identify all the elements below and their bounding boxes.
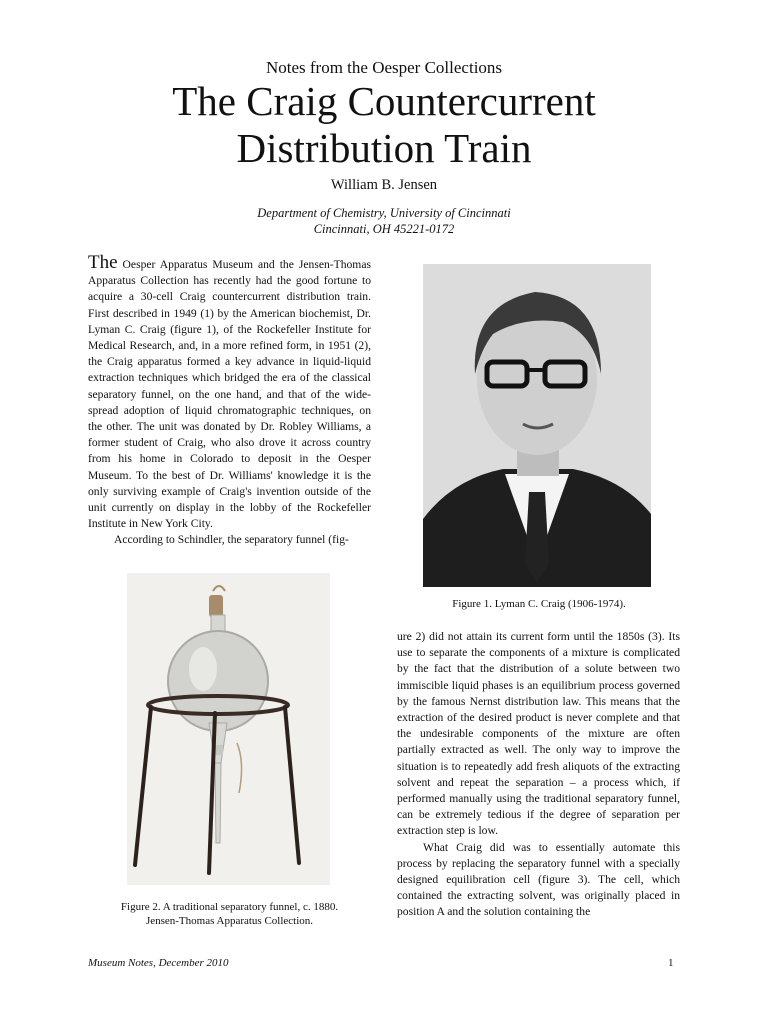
- article-title: [0, 78, 768, 172]
- title-line-2: Distribution Train: [236, 125, 532, 171]
- figure-1-caption: Figure 1. Lyman C. Craig (1906-1974).: [452, 598, 626, 610]
- lead-word: The: [88, 252, 118, 273]
- right-column: [397, 629, 680, 921]
- figure-2-caption-line-1: Figure 2. A traditional separatory funnel, c. 1880.: [120, 901, 339, 913]
- paragraph-2-continued: ure 2) did not attain its current form until the 1850s (3). Its use to separate the components of a mixture is complicated by the fact that the distribution of a solute between two immiscible liquid phases is an equilibrium process governed by the famous Nernst distribution law. This means that the extraction of the desired product is never complete and that the undesirable components of the mixture are often partially extracted as well. The only way to improve the situation is to repeatedly add fresh aliquots of the extracting solvent and repeat the separation – a process which, if performed manually using the traditional separatory funnel, can be extremely tedious if the degree of separation per extraction step is low.: [397, 630, 680, 838]
- affiliation-line-2: Cincinnati, OH 45221-0172: [313, 222, 455, 236]
- page-number: 1: [668, 957, 674, 969]
- affiliation: [0, 205, 768, 237]
- figure-2-caption-line-2: Jensen-Thomas Apparatus Collection.: [145, 915, 314, 927]
- left-column: [88, 252, 371, 549]
- paragraph-1: [88, 252, 371, 532]
- paragraph-3: What Craig did was to essentially automate this process by replacing the separatory funnel with a specially designed equilibration cell (figure 3). The cell, which contained the extracting solvent, was originally placed in position A and the solution containing the: [397, 840, 680, 919]
- author-name: William B. Jensen: [330, 177, 438, 193]
- paragraph-2-start: According to Schindler, the separatory funnel (fig-: [114, 533, 349, 547]
- series-heading: Notes from the Oesper Collections: [265, 58, 503, 77]
- affiliation-line-1: Department of Chemistry, University of Cincinnati: [257, 206, 511, 220]
- figure-2-caption: [88, 900, 371, 928]
- title-line-1: The Craig Countercurrent: [172, 78, 596, 124]
- figure-2-funnel-photo: [127, 573, 330, 885]
- paragraph-1-text: Oesper Apparatus Museum and the Jensen-Thomas Apparatus Collection has recently had the good fortune to acquire a 30-cell Craig countercurrent distribution train. First described in 1949 (1) by the American biochemist, Dr. Lyman C. Craig (figure 1), of the Rockefeller Institute for Medical Research, and, in a more refined form, in 1951 (2), the Craig apparatus formed a key advance in liquid-liquid extraction techniques which bridged the era of the classical separatory funnel, on the one hand, and that of the wide-spread adoption of liquid chromatographic techniques, on the other. The unit was donated by Dr. Robley Williams, a former student of Craig, who also drove it across country from his home in Colorado to deposit in the Oesper Museum. To the best of Dr. Williams' knowledge it is the only surviving example of Craig's invention outside of the unit currently on display in the lobby of the Rockefeller Institute in New York City.: [88, 258, 371, 531]
- footer-journal: Museum Notes, December 2010: [88, 957, 229, 969]
- figure-1-portrait: [423, 264, 651, 587]
